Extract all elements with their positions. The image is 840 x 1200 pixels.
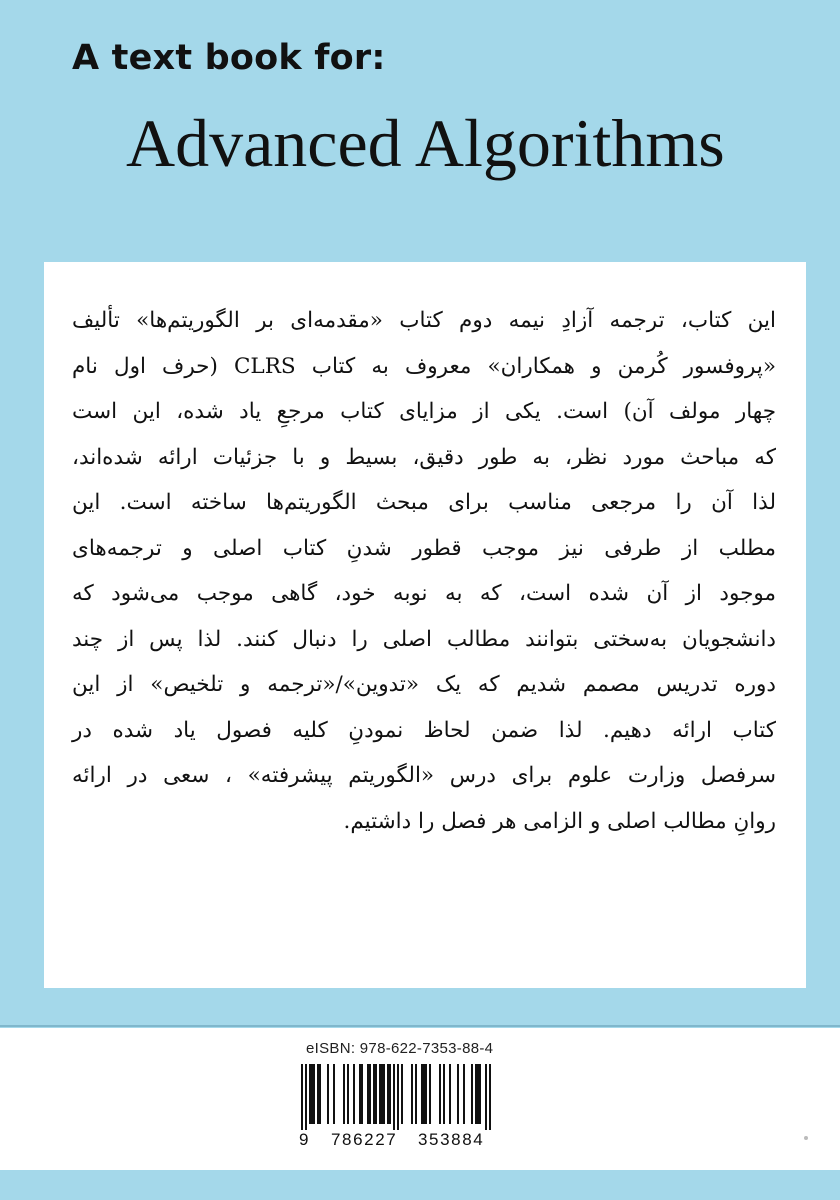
barcode-panel (0, 1028, 840, 1170)
barcode-digit-first: 9 (299, 1130, 311, 1149)
isbn-label: eISBN: 978-622-7353-88-4 (306, 1040, 494, 1057)
barcode-bar (359, 1064, 361, 1124)
barcode-bar (479, 1064, 481, 1124)
barcode-guard-bar (397, 1064, 399, 1130)
barcode-bar (389, 1064, 391, 1124)
description-box (44, 262, 806, 988)
description-line: چهار مولف آن) است. یکی از مزایای کتاب مرجعِ یاد شده، این است (72, 399, 776, 424)
barcode-bar (379, 1064, 381, 1124)
barcode-guard-bar (301, 1064, 303, 1130)
barcode-bar (457, 1064, 459, 1124)
description-line: موجود از آن شده است، که به نوبه خود، گاهی موجب می‌شود که (72, 581, 776, 606)
barcode-bar (411, 1064, 413, 1124)
description-line: لذا آن را مرجعی مناسب برای مبحث الگوریتم‌ها ساخته است. این (72, 490, 776, 515)
barcode-bar (401, 1064, 403, 1124)
barcode-bar (415, 1064, 417, 1124)
description-line: سرفصل وزارت علوم برای درس «الگوریتم پیشرفته» ، سعی در ارائه (72, 763, 776, 788)
barcode-bar (449, 1064, 451, 1124)
barcode-bar (343, 1064, 345, 1124)
barcode-guard-bar (305, 1064, 307, 1130)
description-line: دانشجویان به‌سختی بتوانند مطالب اصلی را دنبال کنند. لذا پس از چند (72, 626, 776, 652)
description-line: این کتاب، ترجمه آزادِ نیمه دوم کتاب «مقدمه‌ای بر الگوریتم‌ها» تألیف (72, 308, 776, 333)
mark-dot (804, 1136, 808, 1140)
description-line: که مباحث مورد نظر، به طور دقیق، بسیط و با جزئیات ارائه شده‌اند، (72, 444, 776, 470)
barcode-digits-right: 353884 (418, 1130, 485, 1149)
description-paragraph (72, 298, 776, 844)
description-line: دوره تدریس مصمم شدیم که یک «تدوین»/«ترجمه و تلخیص» از این (72, 672, 776, 697)
description-line: کتاب ارائه دهیم. لذا ضمن لحاظ نمودنِ کلیه فصول یاد شده در (72, 717, 776, 743)
description-line: «پروفسور کُرمن و همکاران» معروف به کتاب CLRS (حرف اول نام (72, 353, 776, 379)
barcode-bar (387, 1064, 389, 1124)
barcode-bar (423, 1064, 425, 1124)
barcode-bar (471, 1064, 473, 1124)
barcode-bar (347, 1064, 349, 1124)
barcode-bar (425, 1064, 427, 1124)
description-line: روانِ مطالب اصلی و الزامی هر فصل را داشتیم. (343, 808, 776, 834)
barcode-bar (367, 1064, 369, 1124)
description-line: مطلب از طرفی نیز موجب قطور شدنِ کتاب اصلی و ترجمه‌های (72, 535, 776, 561)
barcode-bar (383, 1064, 385, 1124)
barcode-bar (327, 1064, 329, 1124)
barcode-bar (477, 1064, 479, 1124)
barcode-digits-left: 786227 (331, 1130, 398, 1149)
barcode-bar (313, 1064, 315, 1124)
bottom-strip (0, 1170, 840, 1200)
divider (0, 1025, 840, 1027)
barcode-bar (463, 1064, 465, 1124)
barcode-bar (375, 1064, 377, 1124)
barcode-bar (421, 1064, 423, 1124)
barcode-bar (439, 1064, 441, 1124)
barcode-bar (319, 1064, 321, 1124)
barcode-bar (361, 1064, 363, 1124)
barcode-bar (373, 1064, 375, 1124)
barcode-bar (429, 1064, 431, 1124)
barcode-guard-bar (489, 1064, 491, 1130)
barcode-bar (311, 1064, 313, 1124)
book-title: Advanced Algorithms (126, 105, 725, 181)
barcode-bar (309, 1064, 311, 1124)
barcode-guard-bar (393, 1064, 395, 1130)
barcode-bar (369, 1064, 371, 1124)
subtitle: A text book for: (72, 38, 386, 78)
barcode-bar (353, 1064, 355, 1124)
barcode-bar (443, 1064, 445, 1124)
barcode-bar (333, 1064, 335, 1124)
barcode (298, 1064, 498, 1130)
barcode-bar (381, 1064, 383, 1124)
barcode-bar (317, 1064, 319, 1124)
barcode-bar (475, 1064, 477, 1124)
barcode-guard-bar (485, 1064, 487, 1130)
